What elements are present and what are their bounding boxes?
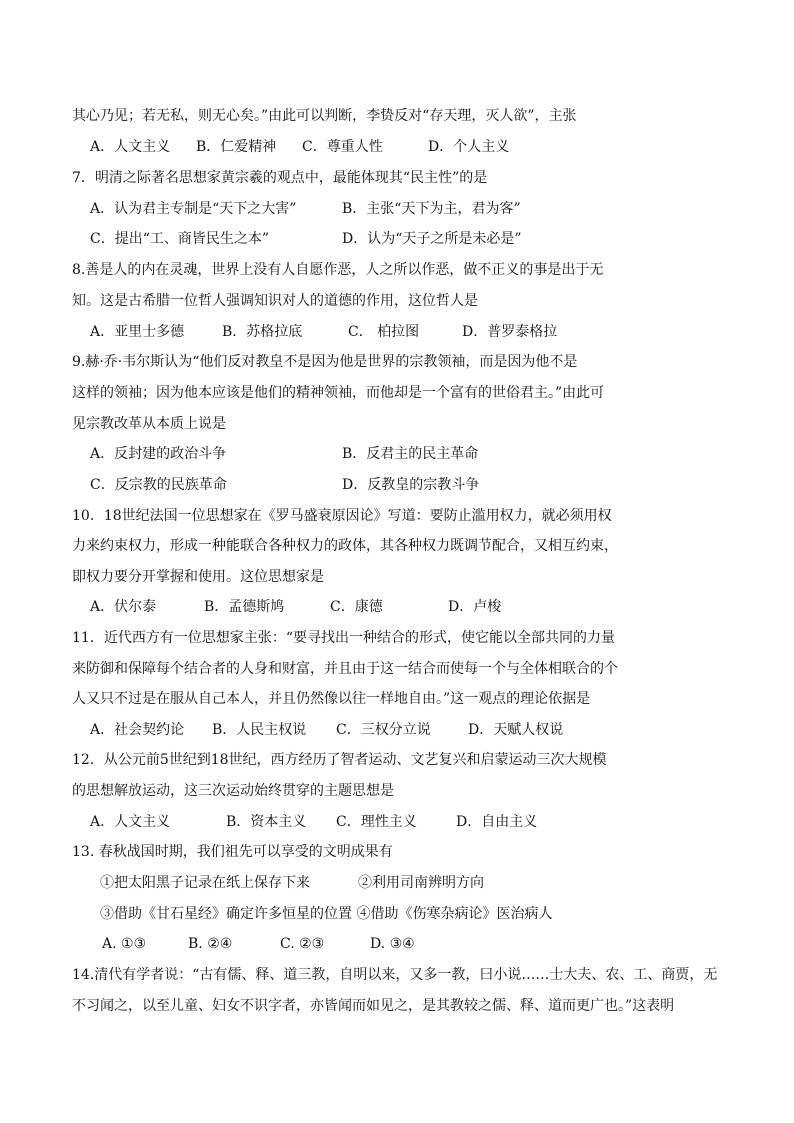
q13-item-3-4: ③借助《甘石星经》确定许多恒星的位置 ④借助《伤寒杂病论》医治病人 <box>100 906 553 922</box>
q12-option-a: A．人文主义 <box>90 814 171 830</box>
q8-stem-line-1: 8.善是人的内在灵魂，世界上没有人自愿作恶，人之所以作恶，做不正义的事是出于无 <box>72 262 604 278</box>
q13-stem: 13. 春秋战国时期，我们祖先可以享受的文明成果有 <box>72 844 393 860</box>
q7-option-b: B．主张“天下为主，君为客” <box>342 201 521 217</box>
q10-option-d: D．卢梭 <box>448 599 502 615</box>
q11-stem-line-2: 来防御和保障每个结合者的人身和财富，并且由于这一结合而使每一个与全体相联合的个 <box>72 661 618 677</box>
q10-stem-line-1: 10．18世纪法国一位思想家在《罗马盛衰原因论》写道：要防止滥用权力，就必须用权 <box>72 508 612 524</box>
q12-option-b: B．资本主义 <box>226 814 307 830</box>
q10-option-b: B．孟德斯鸠 <box>204 599 285 615</box>
q12-stem-line-2: 的思想解放运动，这三次运动始终贯穿的主题思想是 <box>72 783 394 799</box>
q6-option-d: D．个人主义 <box>428 139 510 155</box>
q9-option-a: A．反封建的政治斗争 <box>90 446 227 462</box>
q11-stem-line-3: 人又只不过是在服从自己本人，并且仍然像以往一样地自由。”这一观点的理论依据是 <box>72 691 591 707</box>
q7-option-c: C．提出“工、商皆民生之本” <box>90 231 270 247</box>
q9-option-b: B．反君主的民主革命 <box>342 446 479 462</box>
q7-option-d: D．认为“天子之所是未必是” <box>342 231 522 247</box>
q10-stem-line-3: 即权力要分开掌握和使用。这位思想家是 <box>72 569 324 585</box>
q13-option-a: A. ①③ <box>102 936 147 952</box>
q9-stem-line-1: 9.赫·乔·韦尔斯认为“他们反对教皇不是因为他是世界的宗教领袖，而是因为他不是 <box>72 354 578 370</box>
q10-stem-line-2: 力来约束权力，形成一种能联合各种权力的政体，其各种权力既调节配合，又相互约束， <box>72 538 618 554</box>
q6-option-c: C．尊重人性 <box>302 139 383 155</box>
q11-stem-line-1: 11．近代西方有一位思想家主张：“要寻找出一种结合的形式，使它能以全部共同的力量 <box>72 630 615 646</box>
q13-item-1: ①把太阳黑子记录在纸上保存下来 <box>100 875 310 891</box>
q8-option-a: A．亚里士多德 <box>90 324 185 340</box>
q10-option-a: A．伏尔泰 <box>90 599 157 615</box>
q11-option-c: C．三权分立说 <box>336 722 431 738</box>
q7-stem: 7．明清之际著名思想家黄宗羲的观点中，最能体现其“民主性”的是 <box>72 170 488 186</box>
q14-stem-line-2: 不习闻之，以至儿童、妇女不识字者，亦皆闻而如见之，是其教较之儒、释、道而更广也。”这表明 <box>72 998 675 1014</box>
q12-option-d: D．自由主义 <box>456 814 538 830</box>
q8-stem-line-2: 知。这是古希腊一位哲人强调知识对人的道德的作用，这位哲人是 <box>72 293 478 309</box>
q9-stem-line-2: 这样的领袖；因为他本应该是他们的精神领袖，而他却是一个富有的世俗君主。”由此可 <box>72 385 605 401</box>
q13-item-2: ②利用司南辨明方向 <box>358 875 484 891</box>
q14-stem-line-1: 14.清代有学者说：“古有儒、释、道三教，自明以来，又多一教，曰小说……士大夫、农、工、商贾，无 <box>72 967 718 983</box>
q6-option-a: A．人文主义 <box>90 139 171 155</box>
q11-option-a: A．社会契约论 <box>90 722 185 738</box>
q10-option-c: C．康德 <box>330 599 383 615</box>
q9-option-d: D．反教皇的宗教斗争 <box>342 477 480 493</box>
q8-option-d: D．普罗泰格拉 <box>462 324 558 340</box>
q11-option-b: B．人民主权说 <box>212 722 307 738</box>
q12-option-c: C．理性主义 <box>336 814 417 830</box>
q7-option-a: A．认为君主专制是“天下之大害” <box>90 201 297 217</box>
q13-option-c: C. ②③ <box>280 936 325 952</box>
q11-option-d: D．天赋人权说 <box>468 722 564 738</box>
q9-stem-line-3: 见宗教改革从本质上说是 <box>72 416 226 432</box>
q6-option-b: B．仁爱精神 <box>196 139 277 155</box>
q9-option-c: C．反宗教的民族革命 <box>90 477 227 493</box>
q13-option-b: B. ②④ <box>188 936 233 952</box>
q13-option-d: D. ③④ <box>370 936 415 952</box>
q12-stem-line-1: 12．从公元前5世纪到18世纪，西方经历了智者运动、文艺复兴和启蒙运动三次大规模 <box>72 752 607 768</box>
q6-stem-line: 其心乃见；若无私，则无心矣。”由此可以判断，李贽反对“存天理，灭人欲”，主张 <box>72 108 577 124</box>
q8-option-b: B．苏格拉底 <box>222 324 303 340</box>
q8-option-c: C． 柏拉图 <box>348 324 420 340</box>
